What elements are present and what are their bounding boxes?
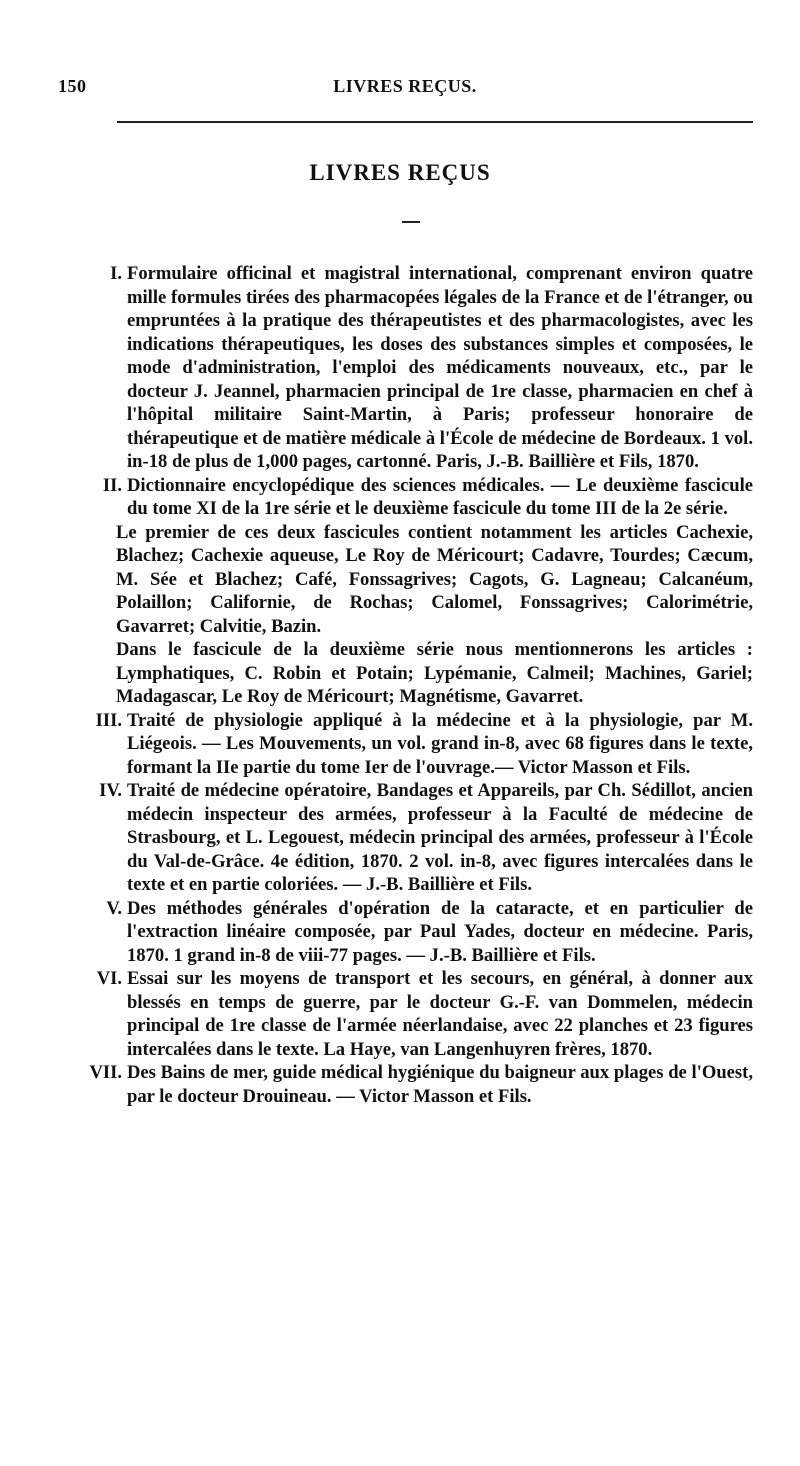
- list-item: [0, 897, 800, 968]
- item-number: VI.: [96, 968, 122, 989]
- item-number: III.: [95, 709, 122, 731]
- list-item: [0, 262, 800, 474]
- item-number: IV.: [99, 780, 122, 801]
- title-dash: [402, 221, 420, 223]
- item-number: II.: [102, 474, 122, 496]
- header-rule: [117, 121, 753, 123]
- item-number: V.: [106, 897, 122, 919]
- list-item-paragraph: [0, 521, 800, 639]
- item-text: Dictionnaire encyclopédique des sciences médicales. — Le deuxième fascicule du tome XI de la 1re série et le deuxième fascicule du tome III de la 2e série.: [127, 474, 753, 519]
- item-text: Dans le fascicule de la deuxième série nous mentionnerons les articles : Lymphatiques, C. Robin et Potain; Lypémanie, Calmeil; Machines, Gariel; Madagascar, Le Roy de Méricourt; Magnétisme, Gavarret.: [116, 639, 753, 707]
- item-number: I.: [110, 263, 122, 284]
- item-text: Formulaire officinal et magistral international, comprenant environ quatre mille formules tirées des pharmacopées légales de la France et de l'étranger, ou empruntées à la pratique des thérapeutistes et des pharmacologistes, avec les indications thérapeutiques, les doses des substances simples et composées, le mode d'administration, l'emploi des médicaments nouveaux, etc., par le docteur J. Jeannel, pharmacien principal de 1re classe, pharmacien en chef à l'hôpital militaire Saint-Martin, à Paris; professeur honoraire de thérapeutique et de matière médicale à l'École de médecine de Bordeaux. 1 vol. in-18 de plus de 1,000 pages, cartonné. Paris, J.-B. Baillière et Fils, 1870.: [127, 263, 753, 472]
- list-item-paragraph: [0, 638, 800, 709]
- list-item: [0, 474, 800, 521]
- item-text: Le premier de ces deux fascicules contient notamment les articles Cachexie, Blachez; Cachexie aqueuse, Le Roy de Méricourt; Cadavre, Tourdes; Cæcum, M. Sée et Blachez; Café, Fonssagrives; Cagots, G. Lagneau; Calcanéum, Polaillon; Californie, de Rochas; Calomel, Fonssagrives; Calorimétrie, Gavarret; Calvitie, Bazin.: [116, 521, 753, 637]
- item-text: Essai sur les moyens de transport et les secours, en général, à donner aux blessés en temps de guerre, par le docteur G.-F. van Dommelen, médecin principal de 1re classe de l'armée néerlandaise, avec 22 planches et 23 figures intercalées dans le texte. La Haye, van Langenhuyren frères, 1870.: [127, 968, 753, 1060]
- item-number: VII.: [89, 1062, 122, 1083]
- item-text: Traité de physiologie appliqué à la médecine et à la physiologie, par M. Liégeois. — Les Mouvements, un vol. grand in-8, avec 68 figures dans le texte, formant la IIe partie du tome Ier de l'ouvrage.— Victor Masson et Fils.: [127, 709, 753, 778]
- item-text: Traité de médecine opératoire, Bandages et Appareils, par Ch. Sédillot, ancien médecin inspecteur des armées, professeur à la Faculté de médecine de Strasbourg, et L. Legouest, médecin principal des armées, professeur à l'École du Val-de-Grâce. 4e édition, 1870. 2 vol. in-8, avec figures intercalées dans le texte et en partie coloriées. — J.-B. Baillière et Fils.: [127, 780, 753, 895]
- item-text: Des méthodes générales d'opération de la cataracte, et en particulier de l'extraction linéaire composée, par Paul Yades, docteur en médecine. Paris, 1870. 1 grand in-8 de viii-77 pages. — J.-B. Baillière et Fils.: [127, 897, 753, 966]
- book-list: [0, 262, 800, 1108]
- item-text: Des Bains de mer, guide médical hygiénique du baigneur aux plages de l'Ouest, par le docteur Drouineau. — Victor Masson et Fils.: [127, 1062, 753, 1107]
- list-item: [0, 709, 800, 780]
- list-item: [0, 967, 800, 1061]
- list-item: [0, 1061, 800, 1108]
- running-header: [58, 76, 752, 98]
- list-item: [0, 779, 800, 897]
- section-title: LIVRES REÇUS: [309, 160, 491, 185]
- page-number: 150: [58, 76, 87, 96]
- running-title: LIVRES REÇUS.: [333, 76, 477, 96]
